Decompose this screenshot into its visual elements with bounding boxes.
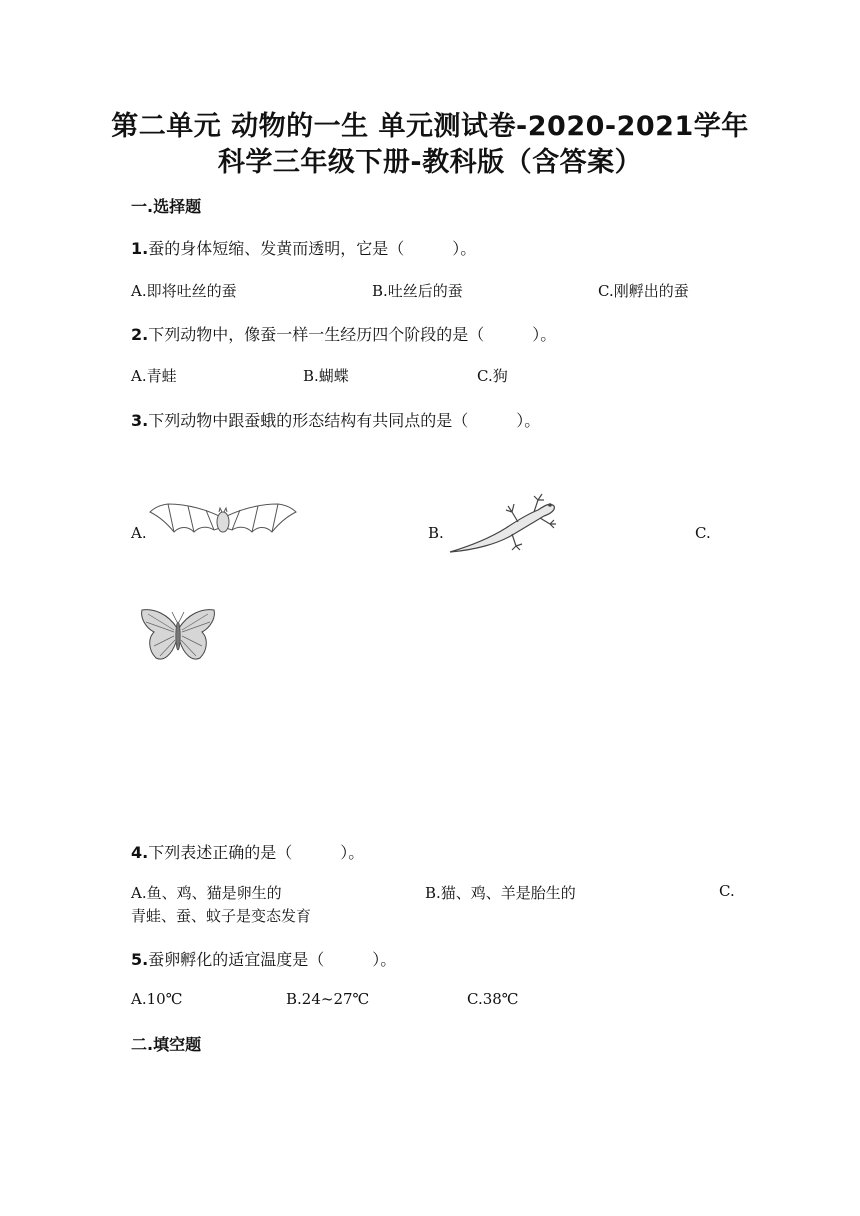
option-c-text: 青蛙、蚕、蚊子是变态发育: [131, 907, 312, 925]
lizard-illustration: [446, 490, 566, 556]
question-text: 蚕的身体短缩、发黄而透明，它是（ ）。: [148, 239, 477, 258]
question-number: 3.: [131, 411, 149, 430]
option-c: C.38℃: [467, 990, 519, 1008]
option-c: C.刚孵出的蚕: [598, 282, 689, 300]
option-a: A.: [131, 524, 147, 542]
question-text: 下列表述正确的是（ ）。: [148, 843, 365, 862]
option-b: B.24~27℃: [286, 990, 370, 1008]
doc-title-line-1: 第二单元 动物的一生 单元测试卷-2020-2021学年: [111, 111, 749, 142]
option-c: C.: [719, 882, 735, 900]
section-heading-fill-blank: 二.填空题: [131, 1035, 202, 1054]
question-1: [131, 236, 476, 259]
question-text: 蚕卵孵化的适宜温度是（ ）。: [148, 950, 397, 969]
question-3: [131, 408, 540, 431]
option-a: A.青蛙: [131, 367, 177, 385]
question-2: [131, 322, 556, 345]
option-a: A.鱼、鸡、猫是卵生的: [131, 884, 282, 902]
question-4: [131, 840, 364, 863]
option-b: B.吐丝后的蚕: [372, 282, 463, 300]
doc-title-line-2: 科学三年级下册-教科版（含答案）: [217, 147, 643, 178]
section-heading-choice: 一.选择题: [131, 197, 202, 216]
option-a: A.10℃: [131, 990, 183, 1008]
option-b: B.: [428, 524, 444, 542]
option-b: B.蝴蝶: [303, 367, 349, 385]
question-text: 下列动物中跟蚕蛾的形态结构有共同点的是（ ）。: [148, 411, 541, 430]
question-5: [131, 947, 396, 970]
question-number: 5.: [131, 950, 149, 969]
option-c: C.: [695, 524, 711, 542]
option-a: A.即将吐丝的蚕: [131, 282, 237, 300]
question-text: 下列动物中，像蚕一样一生经历四个阶段的是（ ）。: [148, 325, 557, 344]
butterfly-illustration: [138, 606, 218, 666]
question-number: 4.: [131, 843, 149, 862]
option-c: C.狗: [477, 367, 508, 385]
bat-illustration: [148, 498, 298, 542]
question-number: 2.: [131, 325, 149, 344]
option-b: B.猫、鸡、羊是胎生的: [425, 884, 576, 902]
question-number: 1.: [131, 239, 149, 258]
